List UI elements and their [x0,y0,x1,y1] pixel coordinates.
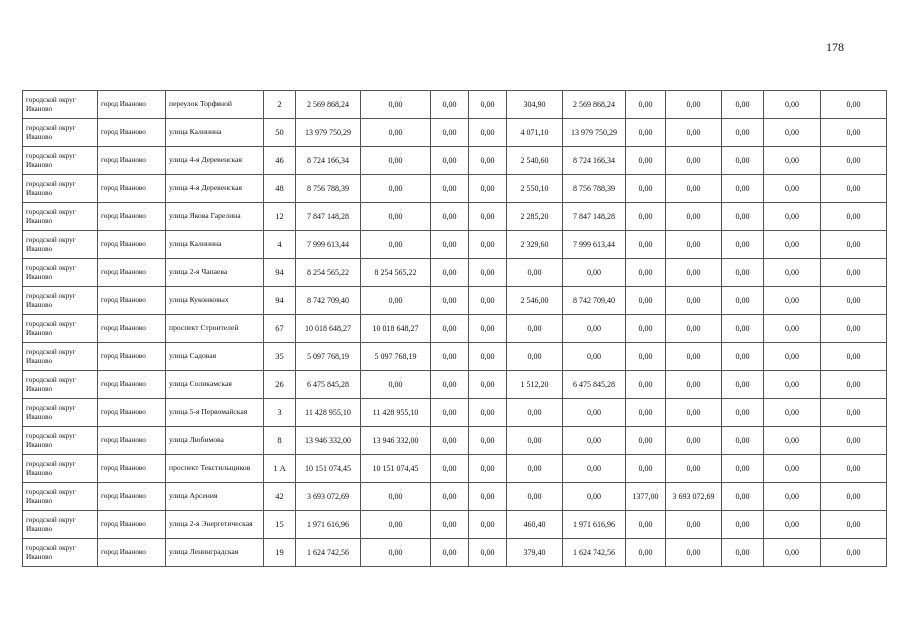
cell-district: городской округ Иваново [23,539,98,567]
cell-value: 0,00 [764,511,821,539]
cell-house: 2 [264,91,296,119]
cell-value: 0,00 [361,371,431,399]
cell-house: 8 [264,427,296,455]
cell-value: 0,00 [722,147,764,175]
cell-value: 0,00 [626,539,666,567]
cell-value: 0,00 [626,231,666,259]
cell-city: город Иваново [98,175,166,203]
cell-value: 0,00 [626,91,666,119]
cell-address: улица Соликамская [166,371,264,399]
cell-city: город Иваново [98,371,166,399]
cell-value: 0,00 [626,455,666,483]
cell-city: город Иваново [98,203,166,231]
cell-value: 0,00 [764,315,821,343]
cell-value: 0,00 [764,91,821,119]
table-row [23,259,887,287]
cell-value: 0,00 [821,175,887,203]
cell-value: 0,00 [626,427,666,455]
cell-district: городской округ Иваново [23,511,98,539]
cell-value: 0,00 [469,343,507,371]
cell-value: 0,00 [626,315,666,343]
cell-address: улица Арсения [166,483,264,511]
cell-value: 0,00 [764,399,821,427]
cell-value: 0,00 [431,203,469,231]
cell-value: 0,00 [361,231,431,259]
cell-value: 0,00 [722,371,764,399]
cell-value: 0,00 [469,539,507,567]
cell-value: 0,00 [722,203,764,231]
cell-value: 0,00 [821,511,887,539]
cell-address: улица Ленинградская [166,539,264,567]
cell-city: город Иваново [98,399,166,427]
cell-value: 4 071,10 [507,119,563,147]
cell-value: 0,00 [507,343,563,371]
cell-address: проспект Строителей [166,315,264,343]
cell-value: 0,00 [722,119,764,147]
cell-district: городской округ Иваново [23,119,98,147]
cell-value: 0,00 [764,175,821,203]
cell-value: 0,00 [722,427,764,455]
table-row [23,231,887,259]
cell-value: 0,00 [626,399,666,427]
cell-value: 0,00 [666,511,722,539]
cell-value: 0,00 [469,287,507,315]
cell-value: 2 546,00 [507,287,563,315]
cell-value: 0,00 [821,455,887,483]
cell-value: 0,00 [821,231,887,259]
table-row [23,427,887,455]
cell-value: 13 946 332,00 [296,427,361,455]
cell-value: 0,00 [821,539,887,567]
cell-value: 0,00 [764,343,821,371]
cell-value: 0,00 [563,259,626,287]
cell-value: 304,90 [507,91,563,119]
cell-value: 0,00 [821,287,887,315]
cell-value: 0,00 [722,343,764,371]
table-row [23,399,887,427]
cell-value: 0,00 [821,315,887,343]
cell-value: 0,00 [666,315,722,343]
cell-value: 0,00 [626,119,666,147]
cell-value: 6 475 845,28 [563,371,626,399]
cell-value: 0,00 [666,399,722,427]
cell-house: 48 [264,175,296,203]
cell-value: 5 097 768,19 [296,343,361,371]
cell-city: город Иваново [98,91,166,119]
cell-value: 0,00 [469,427,507,455]
cell-value: 0,00 [666,203,722,231]
cell-value: 0,00 [469,231,507,259]
cell-address: улица 4-я Деревенская [166,147,264,175]
cell-value: 0,00 [722,511,764,539]
cell-value: 8 254 565,22 [361,259,431,287]
cell-value: 0,00 [469,483,507,511]
cell-value: 2 329,60 [507,231,563,259]
cell-value: 0,00 [764,259,821,287]
cell-district: городской округ Иваново [23,91,98,119]
cell-value: 0,00 [666,287,722,315]
cell-value: 0,00 [361,175,431,203]
cell-address: улица Калинина [166,119,264,147]
cell-value: 0,00 [431,175,469,203]
cell-value: 0,00 [722,455,764,483]
table-row [23,203,887,231]
cell-value: 0,00 [431,539,469,567]
cell-house: 50 [264,119,296,147]
registry-table [22,90,887,567]
cell-value: 0,00 [764,287,821,315]
cell-house: 3 [264,399,296,427]
cell-value: 0,00 [764,203,821,231]
cell-value: 0,00 [764,231,821,259]
cell-value: 0,00 [626,371,666,399]
cell-house: 67 [264,315,296,343]
cell-address: улица Куконковых [166,287,264,315]
cell-value: 0,00 [821,343,887,371]
cell-value: 1 971 616,96 [296,511,361,539]
cell-value: 0,00 [722,287,764,315]
cell-address: переулок Торфяной [166,91,264,119]
cell-house: 15 [264,511,296,539]
cell-value: 1 971 616,96 [563,511,626,539]
cell-city: город Иваново [98,287,166,315]
table-row [23,511,887,539]
cell-value: 0,00 [666,175,722,203]
cell-value: 0,00 [722,399,764,427]
cell-city: город Иваново [98,455,166,483]
cell-value: 0,00 [563,343,626,371]
cell-value: 0,00 [431,511,469,539]
cell-value: 0,00 [507,455,563,483]
cell-city: город Иваново [98,231,166,259]
cell-city: город Иваново [98,259,166,287]
cell-value: 6 475 845,28 [296,371,361,399]
cell-value: 0,00 [469,119,507,147]
cell-value: 0,00 [507,315,563,343]
cell-value: 0,00 [469,175,507,203]
cell-value: 0,00 [626,287,666,315]
cell-city: город Иваново [98,147,166,175]
cell-address: улица 4-я Деревенская [166,175,264,203]
cell-value: 0,00 [821,427,887,455]
cell-value: 0,00 [431,91,469,119]
cell-house: 94 [264,287,296,315]
cell-value: 0,00 [431,315,469,343]
cell-value: 7 847 148,28 [563,203,626,231]
cell-address: улица Садовая [166,343,264,371]
cell-value: 0,00 [507,427,563,455]
cell-district: городской округ Иваново [23,371,98,399]
cell-value: 0,00 [361,511,431,539]
cell-value: 0,00 [431,119,469,147]
table-row [23,175,887,203]
cell-value: 0,00 [821,483,887,511]
cell-value: 13 979 750,29 [563,119,626,147]
cell-value: 0,00 [821,371,887,399]
cell-value: 0,00 [764,371,821,399]
cell-value: 11 428 955,10 [361,399,431,427]
cell-value: 0,00 [821,119,887,147]
cell-district: городской округ Иваново [23,343,98,371]
cell-value: 0,00 [507,259,563,287]
cell-house: 46 [264,147,296,175]
cell-city: город Иваново [98,315,166,343]
cell-value: 0,00 [626,203,666,231]
cell-district: городской округ Иваново [23,147,98,175]
cell-value: 5 097 768,19 [361,343,431,371]
table-row [23,539,887,567]
cell-value: 0,00 [666,455,722,483]
cell-value: 8 724 166,34 [296,147,361,175]
cell-value: 0,00 [626,343,666,371]
table-row [23,343,887,371]
cell-district: городской округ Иваново [23,455,98,483]
cell-value: 0,00 [431,287,469,315]
cell-value: 0,00 [563,427,626,455]
cell-district: городской округ Иваново [23,399,98,427]
cell-value: 0,00 [821,259,887,287]
cell-value: 2 569 868,24 [296,91,361,119]
cell-city: город Иваново [98,343,166,371]
cell-value: 0,00 [563,315,626,343]
cell-value: 0,00 [469,371,507,399]
table-row [23,91,887,119]
cell-address: улица Якова Гарелина [166,203,264,231]
cell-district: городской округ Иваново [23,483,98,511]
table-row [23,287,887,315]
cell-district: городской округ Иваново [23,427,98,455]
cell-value: 13 979 750,29 [296,119,361,147]
cell-value: 10 018 648,27 [361,315,431,343]
cell-value: 2 540,60 [507,147,563,175]
cell-value: 3 693 072,69 [296,483,361,511]
cell-value: 0,00 [764,483,821,511]
cell-value: 10 151 074,45 [296,455,361,483]
cell-value: 0,00 [626,175,666,203]
cell-value: 0,00 [431,455,469,483]
cell-value: 8 756 788,39 [296,175,361,203]
cell-house: 4 [264,231,296,259]
cell-city: город Иваново [98,511,166,539]
cell-value: 0,00 [764,427,821,455]
cell-value: 0,00 [764,119,821,147]
cell-value: 0,00 [666,91,722,119]
cell-value: 0,00 [666,343,722,371]
cell-value: 0,00 [764,147,821,175]
cell-value: 0,00 [469,259,507,287]
cell-address: улица Калинина [166,231,264,259]
cell-value: 0,00 [361,147,431,175]
cell-value: 0,00 [469,203,507,231]
cell-value: 0,00 [821,91,887,119]
cell-city: город Иваново [98,539,166,567]
cell-address: улица Любимова [166,427,264,455]
cell-value: 0,00 [431,231,469,259]
cell-value: 1 624 742,56 [563,539,626,567]
cell-address: проспект Текстильщиков [166,455,264,483]
cell-value: 0,00 [431,427,469,455]
cell-value: 0,00 [722,231,764,259]
cell-value: 8 742 709,40 [296,287,361,315]
cell-value: 0,00 [626,259,666,287]
cell-value: 0,00 [361,91,431,119]
cell-house: 1 А [264,455,296,483]
cell-value: 7 999 613,44 [563,231,626,259]
table-row [23,119,887,147]
table-row [23,455,887,483]
cell-value: 0,00 [469,315,507,343]
cell-value: 0,00 [431,147,469,175]
cell-value: 0,00 [431,371,469,399]
cell-value: 0,00 [764,455,821,483]
cell-district: городской округ Иваново [23,231,98,259]
cell-district: городской округ Иваново [23,259,98,287]
cell-value: 0,00 [507,399,563,427]
cell-value: 0,00 [626,147,666,175]
cell-city: город Иваново [98,483,166,511]
cell-value: 2 569 868,24 [563,91,626,119]
cell-value: 11 428 955,10 [296,399,361,427]
cell-value: 0,00 [563,399,626,427]
table-body [23,91,887,567]
cell-value: 8 742 709,40 [563,287,626,315]
cell-value: 2 285,20 [507,203,563,231]
cell-value: 0,00 [821,203,887,231]
cell-value: 0,00 [666,427,722,455]
cell-value: 0,00 [666,147,722,175]
cell-value: 0,00 [666,231,722,259]
cell-address: улица 2-я Энергетическая [166,511,264,539]
table-row [23,147,887,175]
cell-value: 0,00 [821,399,887,427]
cell-value: 7 999 613,44 [296,231,361,259]
cell-value: 0,00 [722,259,764,287]
cell-value: 0,00 [361,539,431,567]
cell-value: 0,00 [469,91,507,119]
cell-house: 94 [264,259,296,287]
cell-value: 3 693 072,69 [666,483,722,511]
cell-value: 0,00 [666,371,722,399]
cell-value: 460,40 [507,511,563,539]
cell-value: 0,00 [431,399,469,427]
cell-value: 0,00 [431,259,469,287]
cell-house: 26 [264,371,296,399]
cell-value: 8 756 788,39 [563,175,626,203]
cell-value: 13 946 332,00 [361,427,431,455]
cell-value: 0,00 [666,259,722,287]
cell-district: городской округ Иваново [23,287,98,315]
cell-value: 0,00 [361,119,431,147]
cell-city: город Иваново [98,427,166,455]
cell-address: улица 2-я Чапаева [166,259,264,287]
cell-value: 0,00 [666,119,722,147]
cell-value: 0,00 [469,147,507,175]
cell-value: 10 018 648,27 [296,315,361,343]
cell-value: 0,00 [431,483,469,511]
cell-value: 0,00 [469,455,507,483]
cell-value: 7 847 148,28 [296,203,361,231]
cell-value: 0,00 [722,315,764,343]
cell-value: 0,00 [764,539,821,567]
page-number: 178 [826,40,844,54]
cell-district: городской округ Иваново [23,203,98,231]
cell-value: 0,00 [361,203,431,231]
cell-value: 0,00 [563,455,626,483]
cell-district: городской округ Иваново [23,315,98,343]
cell-value: 379,40 [507,539,563,567]
cell-value: 0,00 [431,343,469,371]
cell-value: 10 151 074,45 [361,455,431,483]
cell-value: 1377,00 [626,483,666,511]
cell-value: 1 512,20 [507,371,563,399]
cell-value: 8 254 565,22 [296,259,361,287]
cell-value: 0,00 [821,147,887,175]
table-row [23,315,887,343]
cell-value: 0,00 [626,511,666,539]
cell-value: 0,00 [722,483,764,511]
cell-value: 0,00 [469,399,507,427]
cell-value: 0,00 [722,175,764,203]
cell-house: 35 [264,343,296,371]
cell-city: город Иваново [98,119,166,147]
table-row [23,371,887,399]
cell-house: 12 [264,203,296,231]
cell-house: 19 [264,539,296,567]
cell-value: 0,00 [722,539,764,567]
cell-value: 0,00 [563,483,626,511]
cell-value: 2 550,10 [507,175,563,203]
table-row [23,483,887,511]
cell-value: 0,00 [361,483,431,511]
cell-district: городской округ Иваново [23,175,98,203]
cell-value: 0,00 [361,287,431,315]
cell-value: 0,00 [469,511,507,539]
cell-address: улица 5-я Первомайская [166,399,264,427]
cell-value: 0,00 [722,91,764,119]
cell-value: 8 724 166,34 [563,147,626,175]
cell-value: 0,00 [666,539,722,567]
cell-value: 1 624 742,56 [296,539,361,567]
cell-value: 0,00 [507,483,563,511]
cell-house: 42 [264,483,296,511]
